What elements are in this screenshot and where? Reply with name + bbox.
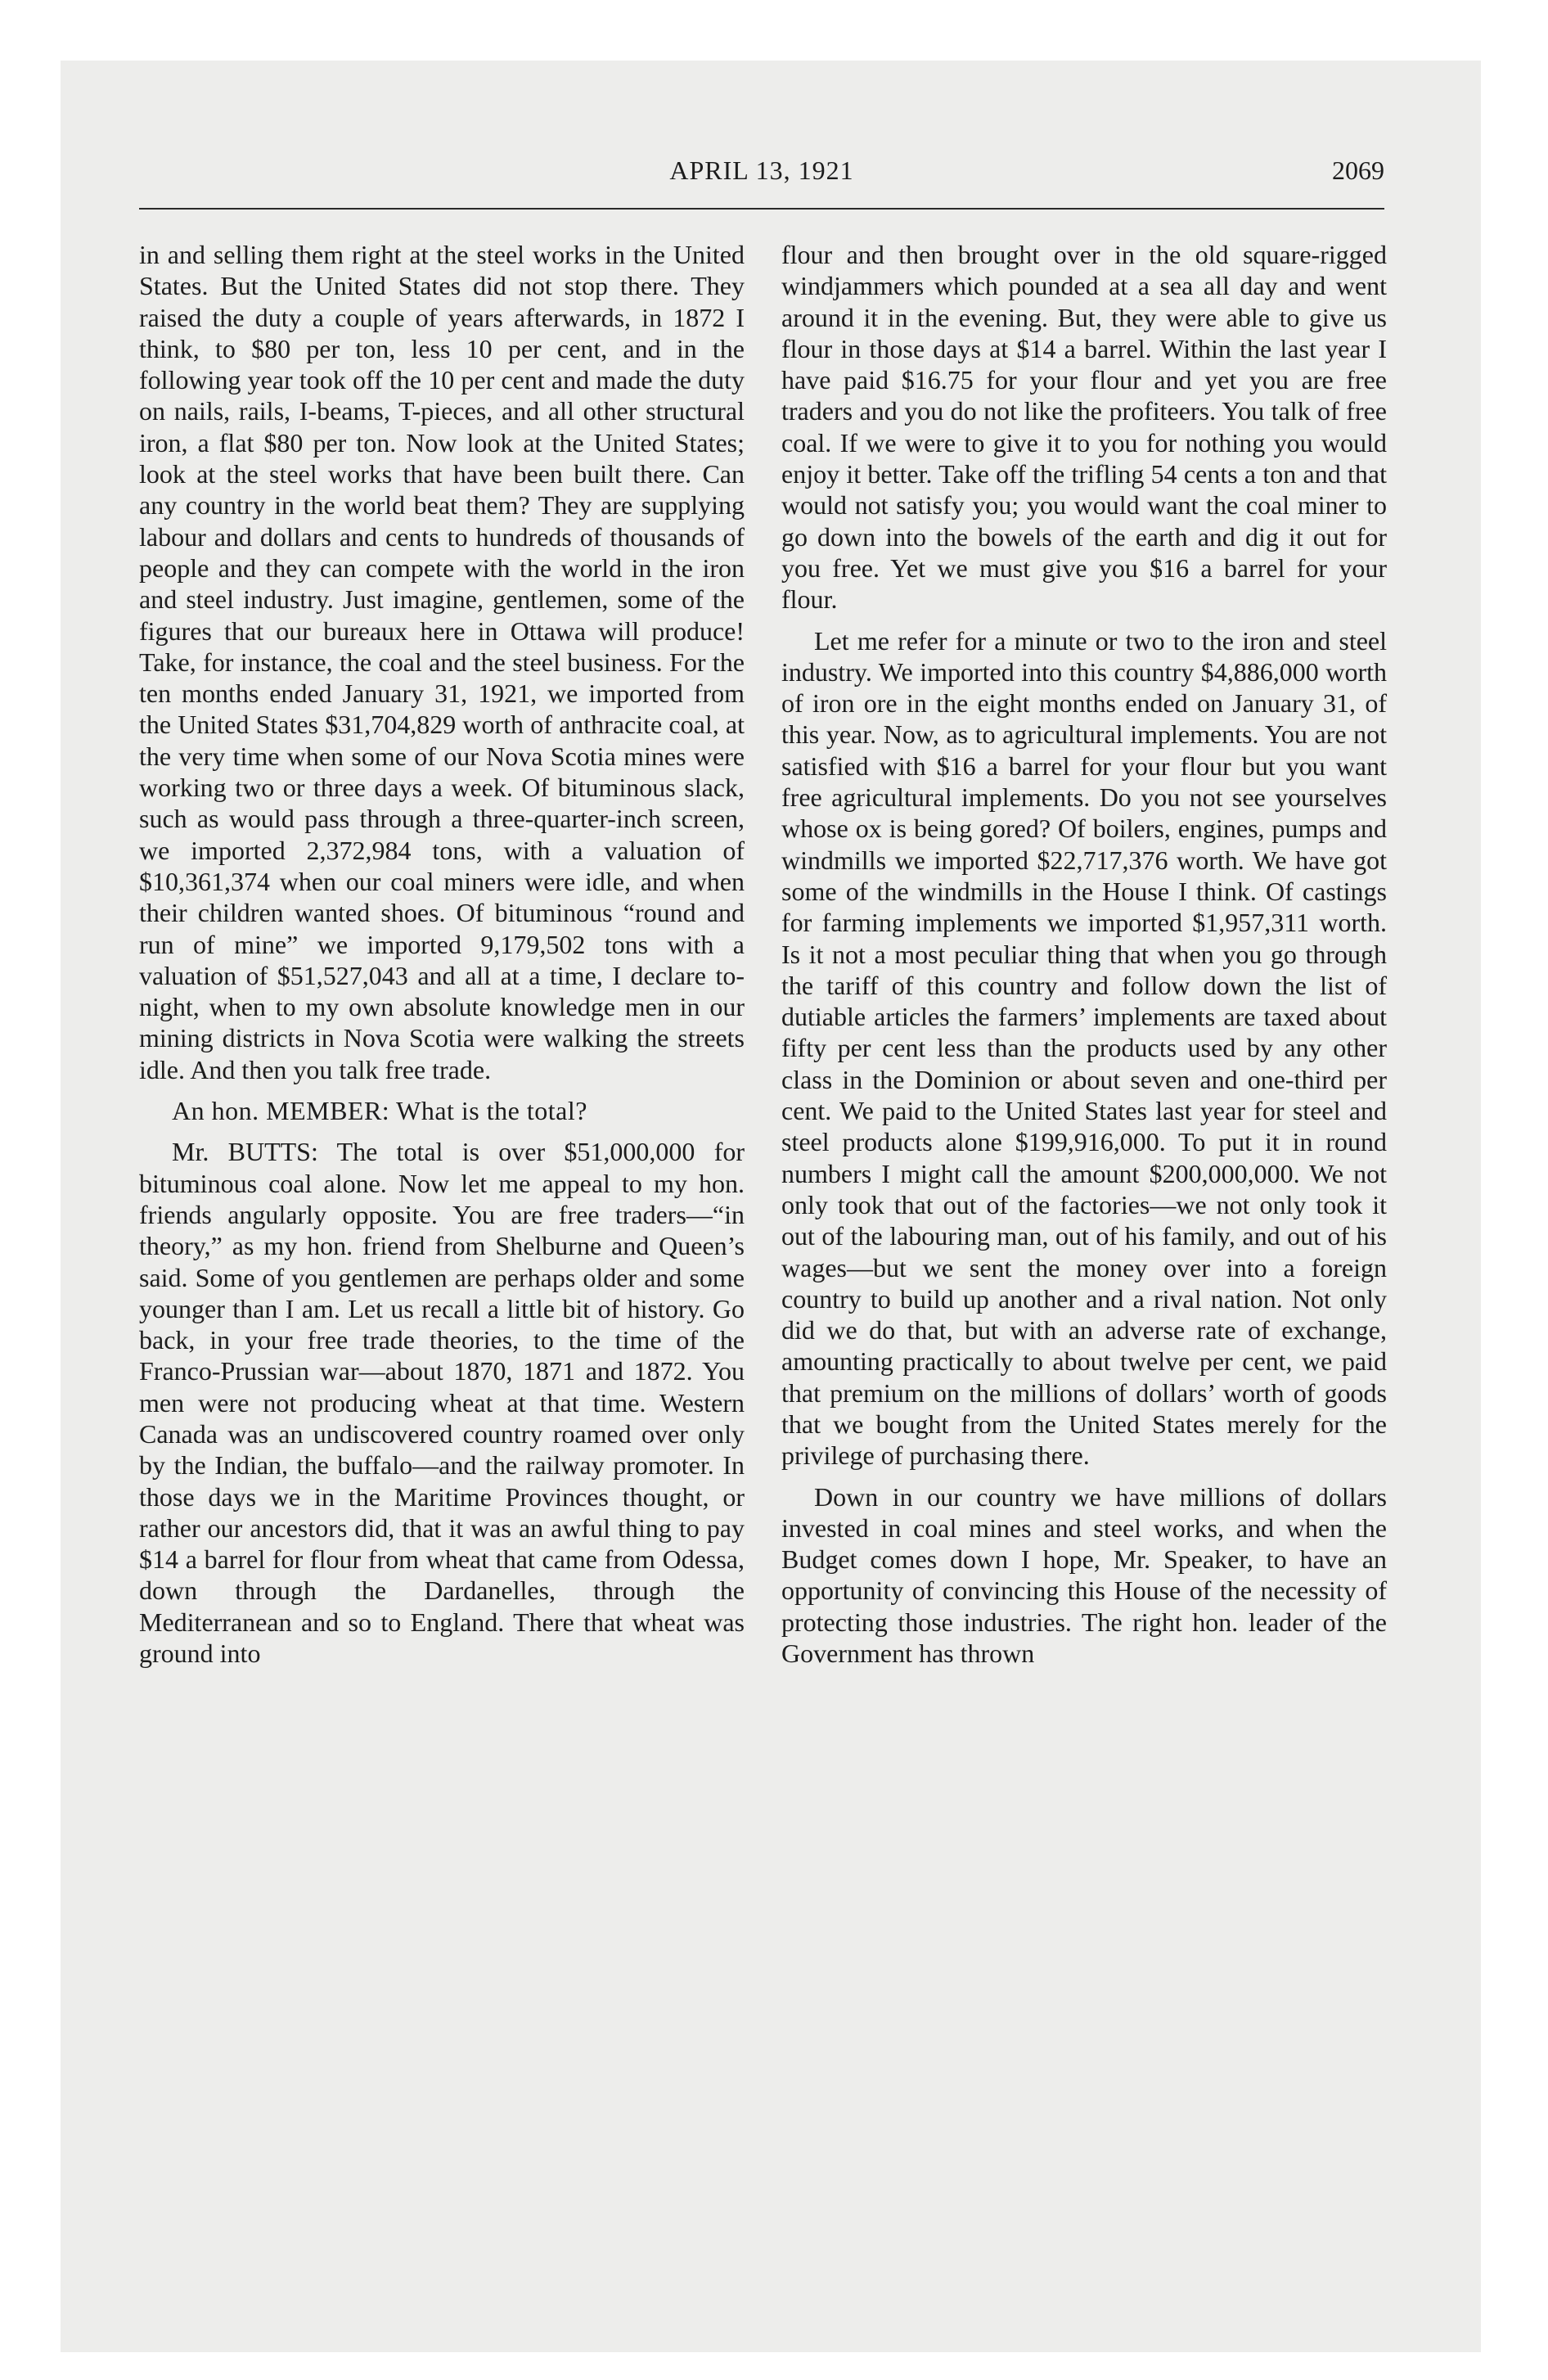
page-number: 2069 xyxy=(1332,156,1384,185)
paragraph: Let me refer for a minute or two to the iron and steel industry. We imported into this country $4,886,000 worth of iron ore in the eight months ended on January 31, of this year. Now, as to agricultural implements. You are not satisfied with $16 a barrel for your flour but you want free agricultural implements. Do you not see yourselves whose ox is being gored? Of boilers, engines, pumps and windmills we imported $22,717,376 worth. We have got some of the windmills in the House I think. Of castings for farming implements we imported $1,957,311 worth. Is it not a most peculiar thing that when you go through the tariff of this country and follow down the list of dutiable articles the farmers’ implements are taxed about fifty per cent less than the products used by any other class in the Dominion or about seven and one-third per cent. We paid to the United States last year for steel and steel products alone $199,916,000. To put it in round numbers I might call the amount $200,000,000. We not only took that out of the factories—we not only took it out of the labouring man, out of his family, and out of his wages—but we sent the money over into a foreign country to build up another and a rival nation. Not only did we do that, but with an adverse rate of exchange, amounting practically to about twelve per cent, we paid that premium on the millions of dollars’ worth of goods that we bought from the United States merely for the privilege of purchasing there. xyxy=(781,625,1387,1471)
paragraph: An hon. MEMBER: What is the total? xyxy=(172,1096,587,1126)
paragraph: in and selling them right at the steel works in the United States. But the United States did not stop there. They raised the duty a couple of years afterwards, in 1872 I think, to $80 per ton, less 10 per cent, and in the following year took off the 10 per cent and made the duty on nails, rails, I-beams, T-pieces, and all other structural iron, a flat $80 per ton. Now look at the United States; look at the steel works that have been built there. Can any country in the world beat them? They are supplying labour and dollars and cents to hundreds of thousands of people and they can compete with the world in the iron and steel industry. Just imagine, gentlemen, some of the figures that our bureaux here in Ottawa will produce! Take, for instance, the coal and the steel business. For the ten months ended January 31, 1921, we imported from the United States $31,704,829 worth of anthracite coal, at the very time when some of our Nova Scotia mines were working two or three days a week. Of bituminous slack, such as would pass through a three-quarter-inch screen, we imported 2,372,984 tons, with a valuation of $10,361,374 when our coal miners were idle, and when their children wanted shoes. Of bituminous “round and run of mine” we imported 9,179,502 tons with a valuation of $51,527,043 and all at a time, I declare to-night, when to my own absolute knowledge men in our mining districts in Nova Scotia were walking the streets idle. And then you talk free trade. xyxy=(139,240,745,1084)
paragraph: Mr. BUTTS: The total is over $51,000,000 for bituminous coal alone. Now let me appeal to my hon. friends angularly opposite. You are free traders—“in theory,” as my hon. friend from Shelburne and Queen’s said. Some of you gentlemen are perhaps older and some younger than I am. Let us recall a little bit of history. Go back, in your free trade theories, to the time of the Franco-Prussian war—about 1870, 1871 and 1872. You men were not producing wheat at that time. Western Canada was an undiscovered country roamed over only by the Indian, the buffalo—and the railway promoter. In those days we in the Maritime Provinces thought, or rather our ancestors did, that it was an awful thing to pay $14 a barrel for flour from wheat that came from Odessa, down through the Dardanelles, through the Mediterranean and so to England. There that wheat was ground into xyxy=(139,1137,745,1669)
page-header xyxy=(139,156,1384,196)
header-rule xyxy=(139,208,1384,210)
running-title: APRIL 13, 1921 xyxy=(669,156,854,185)
paragraph: flour and then brought over in the old square-rigged windjammers which pounded at a sea all day and went around it in the evening. But, they were able to give us flour in those days at $14 a barrel. Within the last year I have paid $16.75 for your flour and yet you are free traders and you do not like the profiteers. You talk of free coal. If we were to give it to you for nothing you would enjoy it better. Take off the trifling 54 cents a ton and that would not satisfy you; you would want the coal miner to go down into the bowels of the earth and dig it out for you free. Yet we must give you $16 a barrel for your flour. xyxy=(781,240,1387,615)
right-column xyxy=(781,239,1387,1679)
paragraph: Down in our country we have millions of dollars invested in coal mines and steel works, and when the Budget comes down I hope, Mr. Speaker, to have an opportunity of convincing this House of the necessity of protecting those industries. The right hon. leader of the Government has thrown xyxy=(781,1481,1387,1669)
left-column xyxy=(139,239,745,1679)
